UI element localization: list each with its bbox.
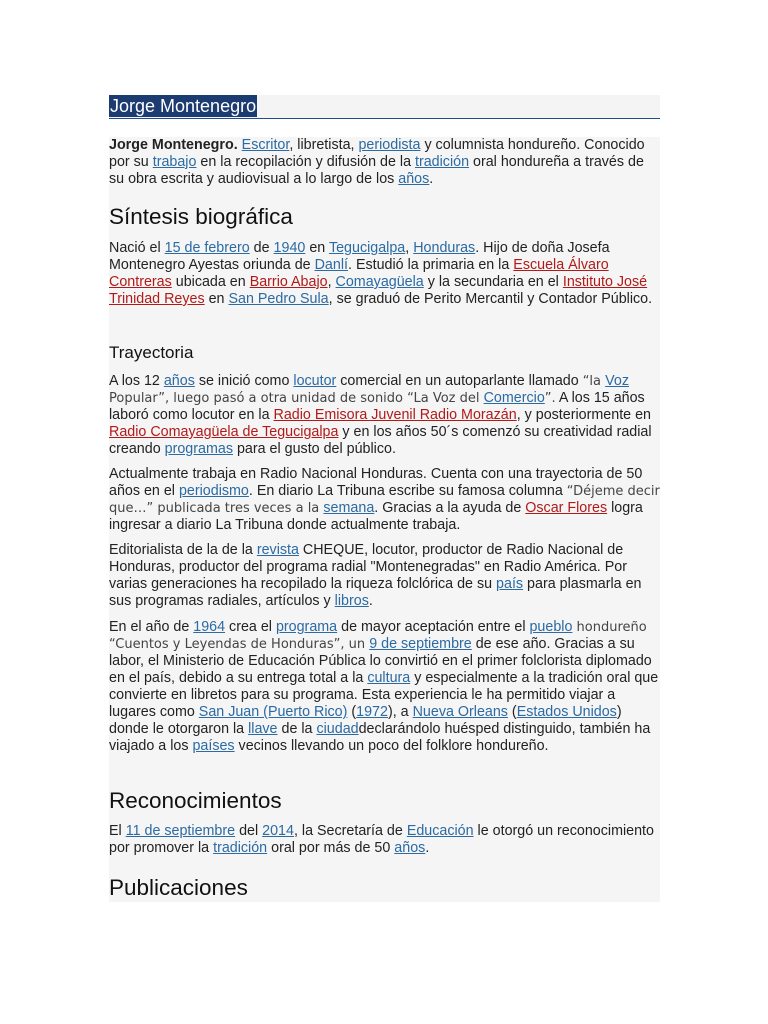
link-educacion[interactable]: Educación (406, 823, 474, 839)
text: “la (582, 374, 606, 389)
link-11-septiembre[interactable]: 11 de septiembre (125, 823, 236, 839)
reconocimientos-paragraph (109, 823, 660, 857)
link-1972[interactable]: 1972 (356, 704, 388, 720)
text: , libretista, (289, 137, 359, 153)
text: , se graduó de Perito Mercantil y Contador Público. (328, 291, 653, 307)
link-tegucigalpa[interactable]: Tegucigalpa (328, 240, 406, 256)
text: . Hijo de doña Josefa Montenegro Ayestas oriunda de (109, 240, 610, 273)
text: , (405, 240, 414, 256)
trayectoria-p2-wrap (109, 466, 660, 534)
link-periodista[interactable]: periodista (358, 137, 421, 153)
text: Nació el (109, 240, 165, 256)
trayectoria-paragraph-4 (109, 619, 660, 755)
link-tradicion[interactable]: tradición (415, 154, 470, 170)
text: CHEQUE, locutor, productor de Radio Nacional de Honduras, productor del programa radial "Montenegradas" en Radio América. Por varias generaciones ha recopilado la riqueza folclórica de su (109, 542, 627, 592)
link-estados-unidos[interactable]: Estados Unidos (516, 704, 617, 720)
text: Actualmente trabaja en Radio Nacional Honduras. Cuenta con una trayectoria de 50 años en el (109, 466, 643, 499)
text: de ese año. Gracias a su labor, el Ministerio de Educación Pública lo convirtió en el primer folclorista diplomado en el país, debido a su entrega total a la (109, 636, 652, 686)
link-semana[interactable]: semana (323, 500, 375, 516)
text: en la recopilación y difusión de la (196, 154, 415, 170)
text: crea el (225, 619, 276, 635)
text: . (425, 840, 430, 856)
text: ubicada en (171, 274, 250, 290)
text: . (368, 593, 373, 609)
link-1940[interactable]: 1940 (273, 240, 306, 256)
text: A los 12 (109, 373, 164, 389)
text: de (249, 240, 274, 256)
link-9-septiembre[interactable]: 9 de septiembre (369, 636, 472, 652)
reconocimientos-section (109, 787, 660, 815)
trayectoria-p3-wrap (109, 542, 660, 610)
link-trabajo[interactable]: trabajo (152, 154, 197, 170)
text: en (204, 291, 229, 307)
link-san-pedro-sula[interactable]: San Pedro Sula (228, 291, 329, 307)
text: A los 15 años laboró como locutor en la (109, 390, 645, 423)
link-radio-morazan[interactable]: Radio Emisora Juvenil Radio Morazán (273, 407, 517, 423)
link-cultura[interactable]: cultura (367, 670, 411, 686)
text: se inició como (194, 373, 294, 389)
link-escritor[interactable]: Escritor (241, 137, 290, 153)
trayectoria-paragraph-1 (109, 373, 660, 458)
text: . Gracias a la ayuda de (374, 500, 526, 516)
link-2014[interactable]: 2014 (262, 823, 294, 839)
text: vecinos llevando un poco del folklore hondureño. (234, 738, 549, 754)
sintesis-body (109, 240, 660, 308)
text: hondureño “Cuentos y Leyendas de Honduras”, un (109, 620, 647, 652)
link-pueblo[interactable]: pueblo (529, 619, 573, 635)
text: logra ingresar a diario La Tribuna donde actualmente trabaja. (109, 500, 643, 533)
text: , (327, 274, 336, 290)
link-anos[interactable]: años (398, 171, 430, 187)
link-san-juan[interactable]: San Juan (Puerto Rico) (198, 704, 348, 720)
text: en (305, 240, 329, 256)
text: . (429, 171, 434, 187)
text: , y posteriormente en (516, 407, 651, 423)
text: de mayor aceptación entre el (337, 619, 530, 635)
text: del (235, 823, 263, 839)
link-ciudad[interactable]: ciudad (316, 721, 359, 737)
intro-section (109, 137, 660, 188)
text: ( (507, 704, 517, 720)
text: oral por más de 50 (267, 840, 395, 856)
link-programa[interactable]: programa (275, 619, 338, 635)
text: y en los años 50´s comenzó su creatividad radial creando (109, 424, 652, 457)
text: ) donde le otorgaron la (109, 704, 622, 737)
trayectoria-paragraph-3 (109, 542, 660, 610)
text: de la (277, 721, 317, 737)
heading-publicaciones: Publicaciones (109, 875, 248, 900)
link-anos[interactable]: años (163, 373, 195, 389)
link-programas[interactable]: programas (164, 441, 233, 457)
text: “Déjeme decir que…” publicada tres veces a la (109, 484, 660, 516)
text: le otorgó un reconocimiento por promover la (109, 823, 654, 856)
text: . Estudió la primaria en la (348, 257, 514, 273)
trayectoria-paragraph-2 (109, 466, 660, 534)
link-1964[interactable]: 1964 (193, 619, 226, 635)
text: En el año de (109, 619, 194, 635)
sintesis-section (109, 203, 660, 231)
link-escuela-alvaro-contreras[interactable]: Escuela Álvaro Contreras (109, 257, 609, 290)
text: Editorialista de la de la (109, 542, 257, 558)
text: declarándolo huésped distinguido, también ha viajado a los (109, 721, 651, 754)
text: oral hondureña a través de su obra escrita y audiovisual a lo largo de los (109, 154, 644, 187)
text: , la Secretaría de (293, 823, 407, 839)
intro-paragraph (109, 137, 660, 188)
link-libros[interactable]: libros (334, 593, 369, 609)
link-voz[interactable]: Voz (605, 373, 629, 389)
text: . En diario La Tribuna escribe su famosa columna (248, 483, 567, 499)
link-comayaguela[interactable]: Comayagüela (335, 274, 424, 290)
link-honduras[interactable]: Honduras (413, 240, 476, 256)
heading-reconocimientos: Reconocimientos (109, 788, 282, 813)
link-nueva-orleans[interactable]: Nueva Orleans (412, 704, 508, 720)
link-pais[interactable]: país (496, 576, 524, 592)
text: Popular”, luego pasó a otra unidad de sonido “La Voz del (109, 391, 484, 406)
text: ( (347, 704, 357, 720)
link-15-febrero[interactable]: 15 de febrero (164, 240, 250, 256)
link-paises[interactable]: países (192, 738, 235, 754)
heading-trayectoria: Trayectoria (109, 343, 194, 362)
text: y columnista hondureño. Conocido por su (109, 137, 645, 170)
link-instituto-jtr[interactable]: Instituto José Trinidad Reyes (109, 274, 648, 307)
link-tradicion[interactable]: tradición (213, 840, 268, 856)
link-radio-comayaguela[interactable]: Radio Comayagüela de Tegucigalpa (109, 424, 339, 440)
link-danli[interactable]: Danlí (314, 257, 348, 273)
link-periodismo[interactable]: periodismo (178, 483, 249, 499)
text: y la secundaria en el (423, 274, 563, 290)
text: comercial en un autoparlante llamado (336, 373, 583, 389)
trayectoria-p1-wrap (109, 373, 660, 458)
link-llave[interactable]: llave (248, 721, 278, 737)
sintesis-paragraph (109, 240, 660, 308)
text: ), a (387, 704, 413, 720)
text: ”. (544, 391, 556, 406)
heading-sintesis: Síntesis biográfica (109, 204, 293, 229)
link-barrio-abajo[interactable]: Barrio Abajo (249, 274, 328, 290)
trayectoria-p4-wrap (109, 619, 660, 755)
page-title-bar (109, 95, 660, 119)
reconocimientos-body (109, 823, 660, 857)
text: El (109, 823, 126, 839)
article-content (109, 137, 660, 902)
text: y especialmente a la tradición oral que convierte en libretos para su programa. Esta experiencia le ha permitido viajar a lugares como (109, 670, 659, 720)
intro-name: Jorge Montenegro. (109, 137, 238, 153)
page-title: Jorge Montenegro (110, 96, 257, 116)
link-oscar-flores[interactable]: Oscar Flores (525, 500, 608, 516)
link-anos[interactable]: años (394, 840, 426, 856)
trayectoria-section (109, 342, 660, 364)
text: para plasmarla en sus programas radiales, artículos y (109, 576, 642, 609)
link-revista[interactable]: revista (256, 542, 299, 558)
link-comercio[interactable]: Comercio (483, 390, 545, 406)
publicaciones-section (109, 874, 660, 902)
text: para el gusto del público. (232, 441, 396, 457)
link-locutor[interactable]: locutor (293, 373, 337, 389)
